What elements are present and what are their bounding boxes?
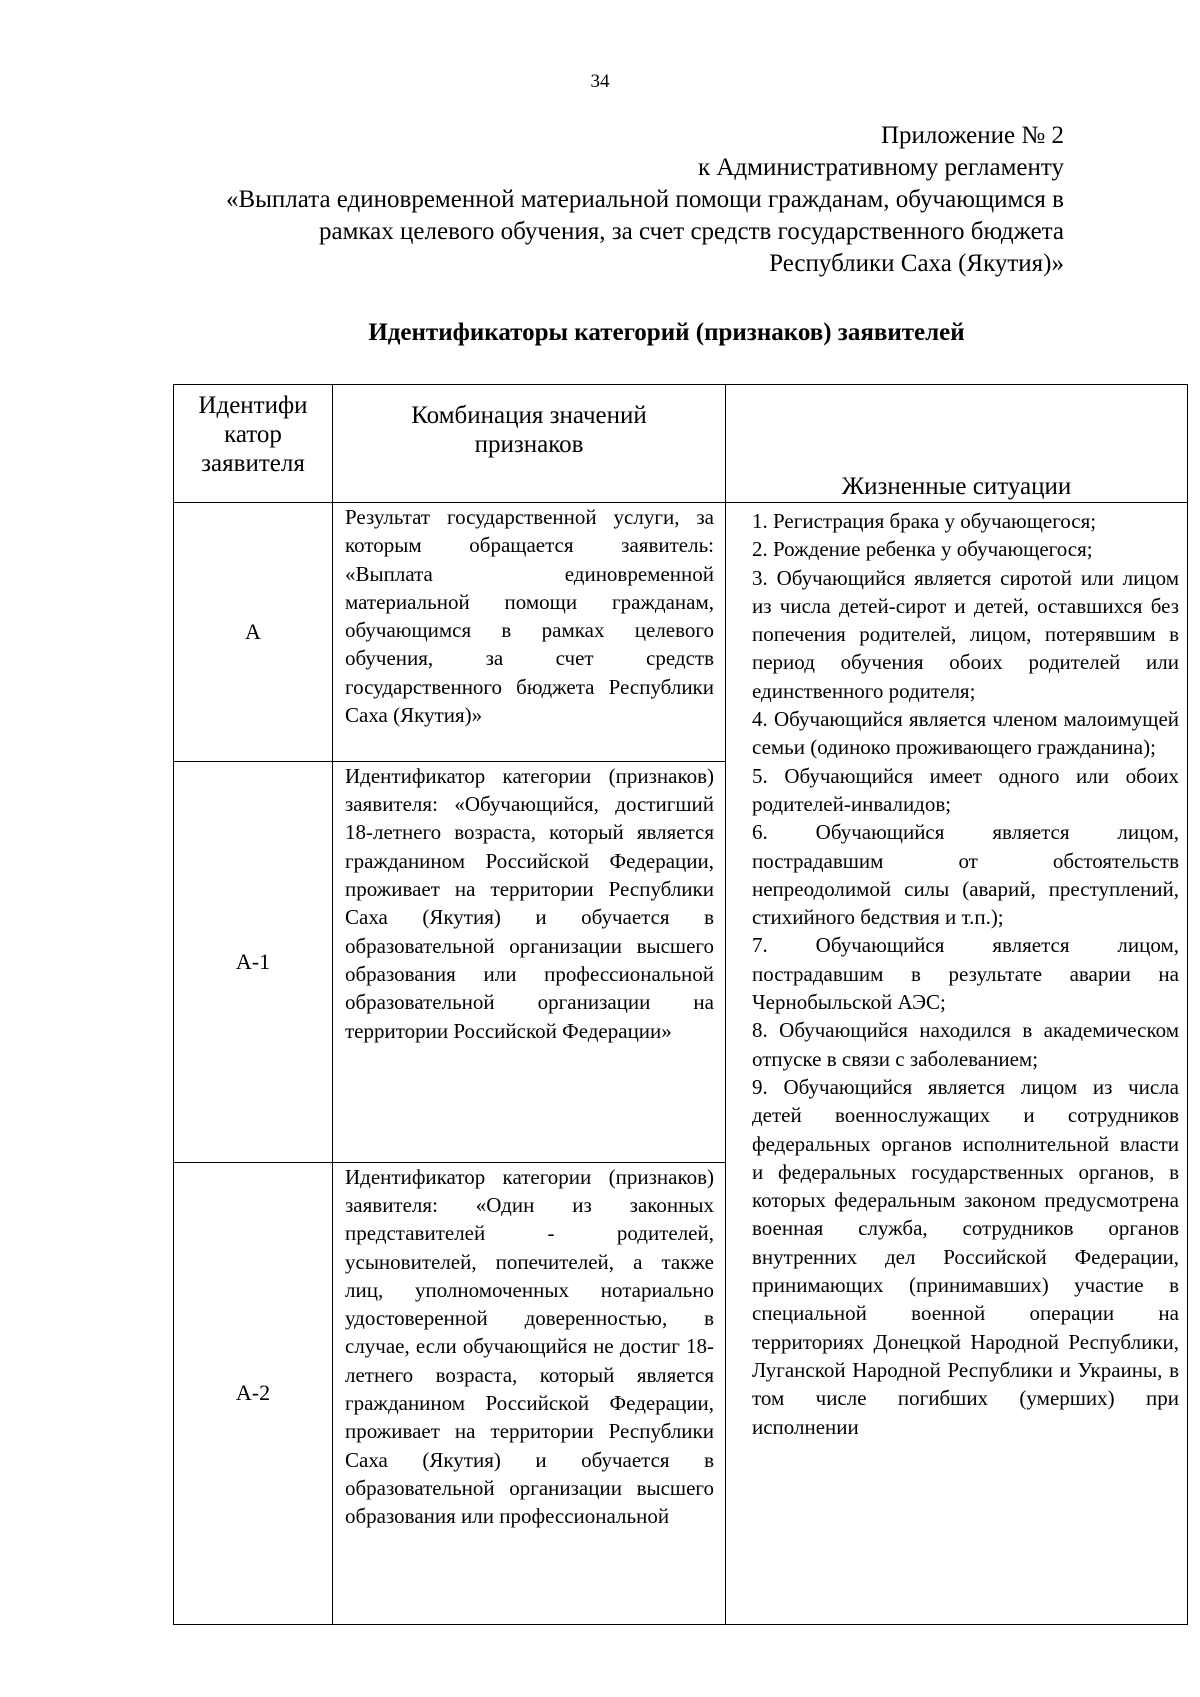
list-item: 5. Обучающийся имеет одного или обоих родителей-инвалидов;	[752, 763, 1179, 816]
table-header-row	[174, 385, 1188, 503]
list-item: 4. Обучающийся является членом малоимущей семьи (одиноко проживающего гражданина);	[752, 707, 1179, 760]
annex-heading	[124, 120, 1064, 280]
annex-line: Республики Саха (Якутия)»	[769, 250, 1064, 277]
page-number: 34	[590, 71, 610, 92]
categories-table	[173, 384, 1188, 1625]
row-combination-text: Идентификатор категории (признаков) заявителя: «Обучающийся, достигший 18-летнего возраста, который является гражданином Российской Федерации, проживает на территории Республики Саха (Якутия) и обучается в образовательной организации высшего образования или профессиональной образовательной организации на территории Российской Федерации»	[345, 763, 714, 1043]
row-combination-text: Идентификатор категории (признаков) заявителя: «Один из законных представителей - родителей, усыновителей, попечителей, а также лиц, уполномоченных нотариально удостоверенной доверенностью, в случае, если обучающийся не достиг 18-летнего возраста, который является гражданином Российской Федерации, проживает на территории Республики Саха (Якутия) и обучается в образовательной организации высшего образования или профессиональной	[345, 1164, 714, 1529]
list-item: 3. Обучающийся является сиротой или лицом из числа детей-сирот и детей, оставшихся без попечения родителей, лицом, потерявшим в период обучения обоих родителей или единственного родителя;	[752, 565, 1179, 703]
life-situations-cell	[726, 503, 1188, 1625]
list-item: 8. Обучающийся находился в академическом отпуске в связи с заболеванием;	[752, 1018, 1179, 1071]
header-combination	[333, 385, 726, 503]
row-identifier: А	[174, 503, 333, 762]
annex-line: «Выплата единовременной материальной помощи гражданам, обучающимся в	[225, 186, 1064, 213]
list-item: 7. Обучающийся является лицом, пострадавшим в результате аварии на Чернобыльской АЭС;	[752, 933, 1179, 1015]
document-title: Идентификаторы категорий (признаков) заявителей	[368, 319, 965, 346]
life-situations-list	[752, 507, 1179, 1624]
list-item: 6. Обучающийся является лицом, пострадавшим от обстоятельств непреодолимой силы (аварий, преступлений, стихийного бедствия и т.п.);	[752, 820, 1179, 930]
row-combination	[333, 503, 726, 762]
row-combination	[333, 761, 726, 1162]
list-item: 1. Регистрация брака у обучающегося;	[752, 509, 1097, 533]
table-row	[174, 503, 1188, 762]
annex-line: рамках целевого обучения, за счет средств государственного бюджета	[319, 218, 1064, 245]
header-identifier-text: Идентифи катор заявителя	[198, 392, 308, 477]
row-combination	[333, 1162, 726, 1624]
header-situations: Жизненные ситуации	[726, 385, 1188, 503]
header-identifier	[174, 385, 333, 503]
list-item: 2. Рождение ребенка у обучающегося;	[752, 537, 1093, 562]
annex-line: к Административному регламенту	[697, 154, 1064, 181]
row-combination-text: Результат государственной услуги, за которым обращается заявитель: «Выплата единовременной материальной помощи гражданам, обучающимся в рамках целевого обучения, за счет средств государственного бюджета Республики Саха (Якутия)»	[345, 505, 714, 728]
row-identifier: А-2	[174, 1162, 333, 1624]
annex-line: Приложение № 2	[880, 122, 1064, 149]
row-identifier: А-1	[174, 761, 333, 1162]
header-combination-text: Комбинация значений признаков	[411, 402, 647, 458]
list-item: 9. Обучающийся является лицом из числа детей военнослужащих и сотрудников федеральных органов исполнительной власти и федеральных государственных органов, в которых федеральным законом предусмотрена военная служба, сотрудников органов внутренних дел Российской Федерации, принимающих (принимавших) участие в специальной военной операции на территориях Донецкой Народной Республики, Луганской Народной Республики и Украины, в том числе погибших (умерших) при исполнении	[752, 1074, 1179, 1439]
